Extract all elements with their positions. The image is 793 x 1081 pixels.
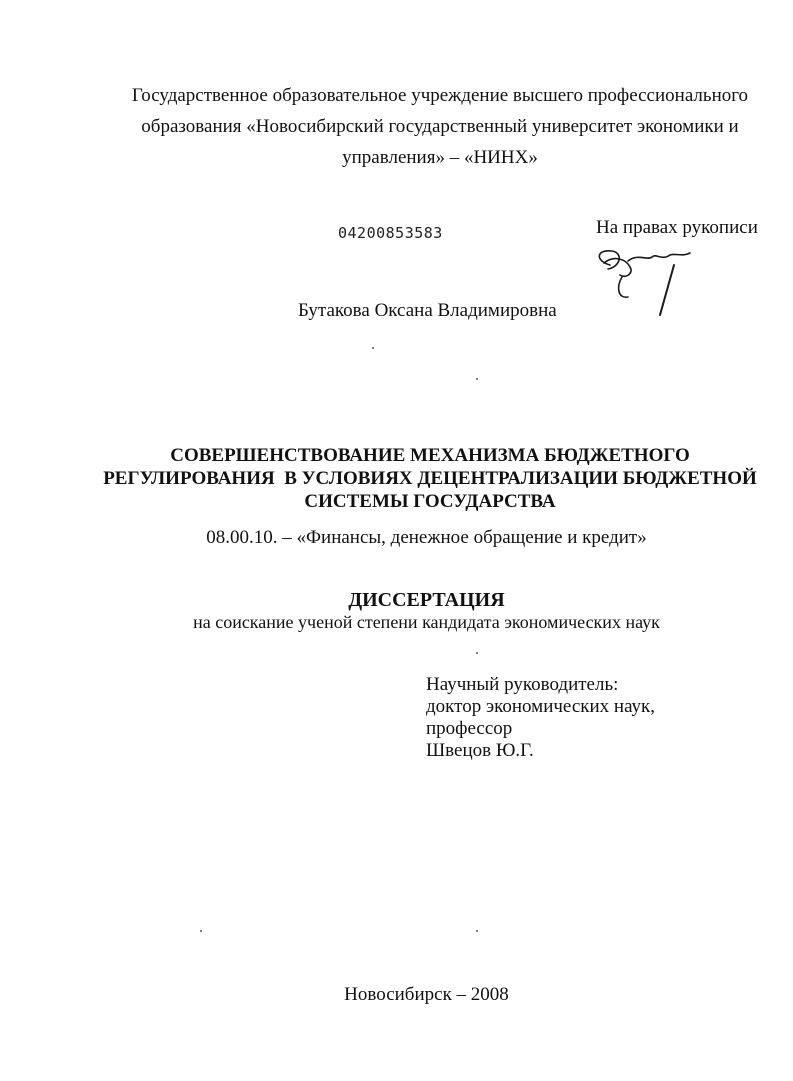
- title-line-2: РЕГУЛИРОВАНИЯ В УСЛОВИЯХ ДЕЦЕНТРАЛИЗАЦИИ БЮДЖЕТНОЙ: [103, 468, 757, 489]
- institution-line-3: управления» – «НИНХ»: [342, 147, 538, 168]
- rights-notice: На правах рукописи: [596, 217, 758, 238]
- speck-4: [200, 930, 202, 932]
- supervisor-label: Научный руководитель:: [426, 674, 619, 695]
- title-line-1: СОВЕРШЕНСТВОВАНИЕ МЕХАНИЗМА БЮДЖЕТНОГО: [170, 445, 690, 466]
- author-name: Бутакова Оксана Владимировна: [298, 300, 557, 321]
- supervisor-block: [426, 674, 655, 762]
- catalog-number: 04200853583: [338, 224, 443, 242]
- institution-line-2: образования «Новосибирский государственный университет экономики и: [141, 116, 739, 137]
- dissertation-title: [60, 444, 793, 513]
- supervisor-degree: доктор экономических наук,: [426, 696, 656, 717]
- speck-1: [372, 347, 374, 349]
- institution-header: [130, 80, 750, 173]
- supervisor-name: Швецов Ю.Г.: [426, 740, 534, 761]
- speck-5: [476, 930, 478, 932]
- specialty-code: 08.00.10. – «Финансы, денежное обращение и кредит»: [206, 527, 647, 548]
- city-year: Новосибирск – 2008: [344, 984, 509, 1005]
- signature-icon: [590, 243, 700, 323]
- document-type: ДИССЕРТАЦИЯ: [348, 589, 505, 611]
- degree-sought: на соискание ученой степени кандидата экономических наук: [193, 612, 660, 632]
- supervisor-rank: профессор: [426, 718, 513, 739]
- speck-3: [476, 652, 478, 654]
- title-line-3: СИСТЕМЫ ГОСУДАРСТВА: [304, 491, 556, 512]
- institution-line-1: Государственное образовательное учреждение высшего профессионального: [131, 85, 749, 106]
- speck-2: [476, 378, 478, 380]
